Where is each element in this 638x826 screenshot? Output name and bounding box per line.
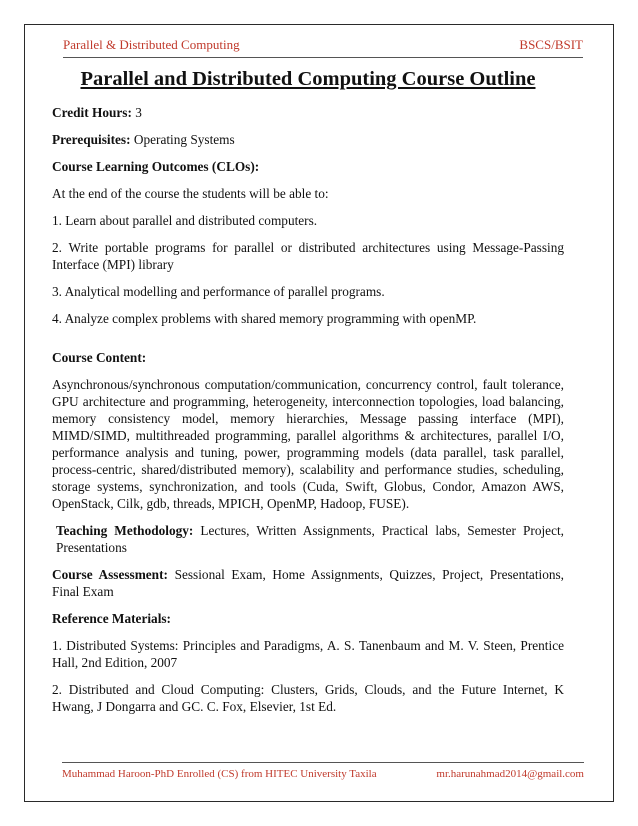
course-assessment	[52, 566, 564, 600]
clos-heading	[52, 158, 564, 175]
clo-item-4: 4. Analyze complex problems with shared memory programming with openMP.	[52, 311, 477, 326]
prerequisites	[52, 131, 564, 148]
course-content-heading-text: Course Content:	[52, 350, 147, 365]
credit-hours-value: 3	[135, 105, 142, 120]
references-heading	[52, 610, 564, 627]
reference-item-2: 2. Distributed and Cloud Computing: Clusters, Grids, Clouds, and the Future Internet, K Hwang, J Dongarra and GC. C. Fox, Elsevier, 1st Ed.	[52, 682, 564, 714]
references-heading-text: Reference Materials:	[52, 611, 171, 626]
clos-heading-text: Course Learning Outcomes (CLOs):	[52, 159, 260, 174]
course-content-heading	[52, 349, 564, 366]
clo-item-2: 2. Write portable programs for parallel or distributed architectures using Message-Passing Interface (MPI) library	[52, 240, 564, 272]
header-course-name: Parallel & Distributed Computing	[63, 37, 240, 52]
page-title: Parallel and Distributed Computing Course Outline	[80, 68, 536, 90]
course-assessment-label: Course Assessment:	[52, 567, 168, 582]
credit-hours-label: Credit Hours:	[52, 105, 132, 120]
header-program: BSCS/BSIT	[519, 37, 583, 52]
course-assessment-value: Sessional Exam, Home Assignments, Quizzes, Project, Presentations, Final Exam	[52, 567, 565, 599]
course-content-text: Asynchronous/synchronous computation/communication, concurrency control, fault tolerance, GPU architecture and programming, heterogeneity, interconnection topologies, load balancing, memory consistency model, memory hierarchies, Message passing interface (MPI), MIMD/SIMD, multithreaded programming, parallel algorithms & architectures, parallel I/O, performance analysis and tuning, power, programming models (data parallel, task parallel, process-centric, shared/distributed memory), scalability and performance studies, scheduling, storage systems, synchronization, and tools (Cuda, Swift, Globus, Condor, Amazon AWS, OpenStack, Cilk, gdb, threads, MPICH, OpenMP, Hadoop, FUSE).	[52, 377, 564, 511]
credit-hours	[52, 104, 564, 121]
running-header	[63, 37, 583, 58]
document-body	[52, 66, 564, 725]
footer-author: Muhammad Haroon-PhD Enrolled (CS) from HITEC University Taxila	[62, 768, 377, 780]
clo-item-3: 3. Analytical modelling and performance of parallel programs.	[52, 284, 385, 299]
teaching-methodology	[52, 522, 564, 556]
teaching-methodology-label: Teaching Methodology:	[56, 523, 194, 538]
footer-email: mr.harunahmad2014@gmail.com	[436, 768, 584, 780]
prerequisites-label: Prerequisites:	[52, 132, 131, 147]
teaching-methodology-value: Lectures, Written Assignments, Practical labs, Semester Project, Presentations	[56, 523, 564, 555]
clos-intro: At the end of the course the students will be able to:	[52, 186, 329, 201]
reference-item-1: 1. Distributed Systems: Principles and Paradigms, A. S. Tanenbaum and M. V. Steen, Prentice Hall, 2nd Edition, 2007	[52, 638, 564, 670]
running-footer	[62, 762, 584, 781]
prerequisites-value: Operating Systems	[133, 132, 235, 147]
clo-item-1: 1. Learn about parallel and distributed computers.	[52, 213, 318, 228]
